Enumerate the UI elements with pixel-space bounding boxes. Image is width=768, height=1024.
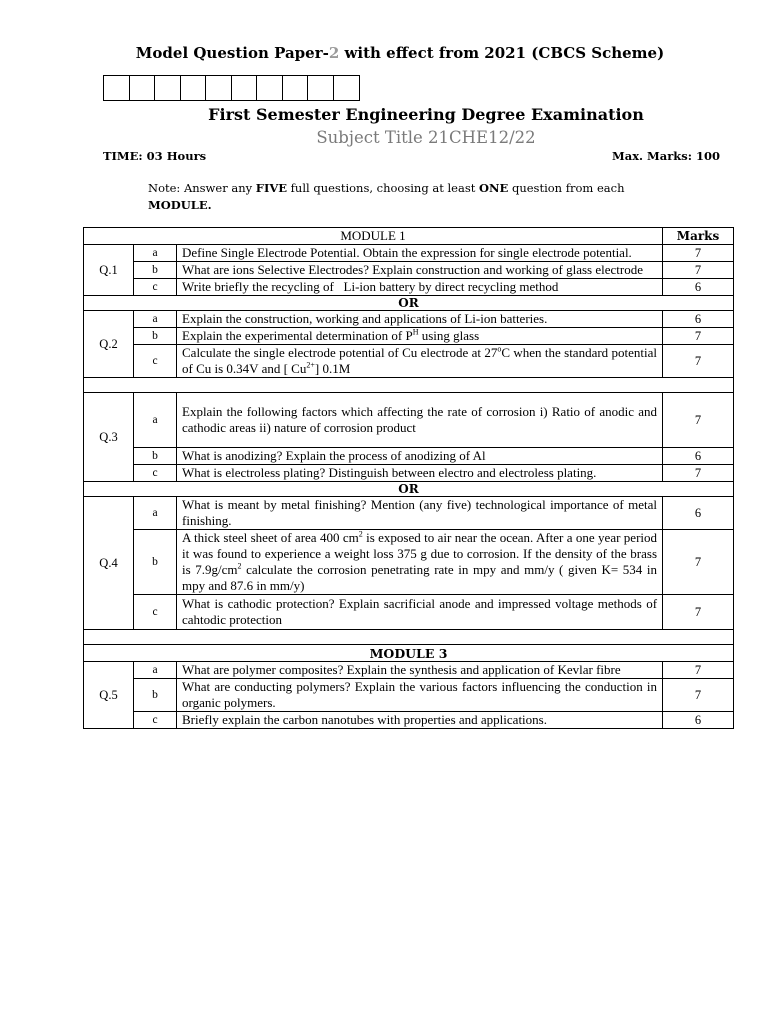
exam-time: TIME: 03 Hours [103, 149, 207, 163]
question-marks: 6 [663, 448, 734, 465]
sub-question-letter: c [134, 712, 177, 729]
question-text: What are conducting polymers? Explain the various factors influencing the conduction in organic polymers. [177, 679, 663, 712]
question-number: Q.5 [84, 662, 134, 729]
module-gap [84, 630, 734, 645]
usn-box [206, 76, 232, 100]
module-header-row [84, 645, 734, 662]
table-row [84, 245, 734, 262]
usn-box [130, 76, 156, 100]
table-row [84, 679, 734, 712]
table-row [84, 262, 734, 279]
usn-box [104, 76, 130, 100]
question-marks: 7 [663, 393, 734, 448]
question-marks: 6 [663, 497, 734, 530]
table-row [84, 712, 734, 729]
question-marks: 7 [663, 679, 734, 712]
question-marks: 6 [663, 279, 734, 296]
usn-box [181, 76, 207, 100]
question-marks: 7 [663, 595, 734, 630]
question-number: Q.3 [84, 393, 134, 482]
question-text: Explain the experimental determination of $P^H$ using glass [177, 328, 663, 345]
question-text: Write briefly the recycling of Li-ion battery by direct recycling method [177, 279, 663, 296]
usn-box [232, 76, 258, 100]
sub-question-letter: a [134, 497, 177, 530]
sub-question-letter: b [134, 262, 177, 279]
question-marks: 7 [663, 662, 734, 679]
usn-boxes [103, 75, 360, 101]
question-text: Briefly explain the carbon nanotubes with properties and applications. [177, 712, 663, 729]
question-text: What is meant by metal finishing? Mention (any five) technological importance of metal finishing. [177, 497, 663, 530]
question-text: What is anodizing? Explain the process of anodizing of Al [177, 448, 663, 465]
sub-question-letter: c [134, 279, 177, 296]
or-row [84, 296, 734, 311]
table-row [84, 448, 734, 465]
or-row [84, 482, 734, 497]
question-text: Calculate the single electrode potential of Cu electrode at 27$^o$C when the standard potential of Cu is 0.34V and [ $Cu^{2+}$] 0.1M [177, 345, 663, 378]
sub-question-letter: b [134, 679, 177, 712]
question-marks: 7 [663, 465, 734, 482]
table-row [84, 530, 734, 595]
paper-number: 2 [328, 44, 340, 62]
sub-question-letter: a [134, 662, 177, 679]
question-text: What is cathodic protection? Explain sacrificial anode and impressed voltage methods of cahtodic protection [177, 595, 663, 630]
module-gap-row [84, 630, 734, 645]
or-separator: OR [84, 482, 734, 497]
question-text: Explain the construction, working and applications of Li-ion batteries. [177, 311, 663, 328]
question-text: What are polymer composites? Explain the synthesis and application of Kevlar fibre [177, 662, 663, 679]
max-marks: Max. Marks: 100 [612, 149, 720, 163]
question-marks: 7 [663, 245, 734, 262]
question-number: Q.4 [84, 497, 134, 630]
question-table [83, 227, 734, 729]
subject-title: Subject Title 21CHE12/22 [316, 128, 536, 147]
usn-box [155, 76, 181, 100]
table-row [84, 662, 734, 679]
or-separator: OR [84, 296, 734, 311]
question-marks: 7 [663, 530, 734, 595]
sub-question-letter: c [134, 595, 177, 630]
table-row [84, 345, 734, 378]
exam-title: First Semester Engineering Degree Examination [208, 105, 644, 124]
sub-question-letter: b [134, 448, 177, 465]
marks-header: Marks [663, 228, 734, 245]
table-row [84, 497, 734, 530]
usn-box [334, 76, 360, 100]
question-number: Q.1 [84, 245, 134, 296]
question-marks: 7 [663, 262, 734, 279]
sub-question-letter: c [134, 465, 177, 482]
question-number: Q.2 [84, 311, 134, 378]
question-marks: 7 [663, 328, 734, 345]
module-1-heading: MODULE 1 [84, 228, 663, 245]
question-marks: 6 [663, 712, 734, 729]
sub-question-letter: a [134, 245, 177, 262]
sub-question-letter: b [134, 530, 177, 595]
module-gap [84, 378, 734, 393]
table-row [84, 279, 734, 296]
module-header-row [84, 228, 734, 245]
question-text: What are ions Selective Electrodes? Explain construction and working of glass electrode [177, 262, 663, 279]
table-row [84, 328, 734, 345]
question-text: What is electroless plating? Distinguish between electro and electroless plating. [177, 465, 663, 482]
module-3-heading: MODULE 3 [84, 645, 734, 662]
table-row [84, 595, 734, 630]
question-text: Define Single Electrode Potential. Obtain the expression for single electrode potential. [177, 245, 663, 262]
usn-box [283, 76, 309, 100]
question-marks: 6 [663, 311, 734, 328]
usn-box [308, 76, 334, 100]
module-gap-row [84, 378, 734, 393]
question-text: Explain the following factors which affecting the rate of corrosion i) Ratio of anodic and cathodic areas ii) nature of corrosion product [177, 393, 663, 448]
table-row [84, 465, 734, 482]
sub-question-letter: b [134, 328, 177, 345]
table-row [84, 311, 734, 328]
sub-question-letter: c [134, 345, 177, 378]
sub-question-letter: a [134, 393, 177, 448]
paper-title: Model Question Paper-2 with effect from 2021 (CBCS Scheme) [135, 44, 665, 62]
instructions-note: Note: Answer any FIVE full questions, choosing at least ONE question from each MODULE. [148, 181, 625, 212]
sub-question-letter: a [134, 311, 177, 328]
question-marks: 7 [663, 345, 734, 378]
question-text: A thick steel sheet of area 400 $cm^2$ is exposed to air near the ocean. After a one year period it was found to experience a weight loss 375 g due to corrosion. If the density of the brass is $7.9g/cm^2$ calculate the corrosion penetrating rate in mpy and mm/y ( given K= 534 in mpy and 87.6 in mm/y) [177, 530, 663, 595]
usn-box [257, 76, 283, 100]
table-row [84, 393, 734, 448]
